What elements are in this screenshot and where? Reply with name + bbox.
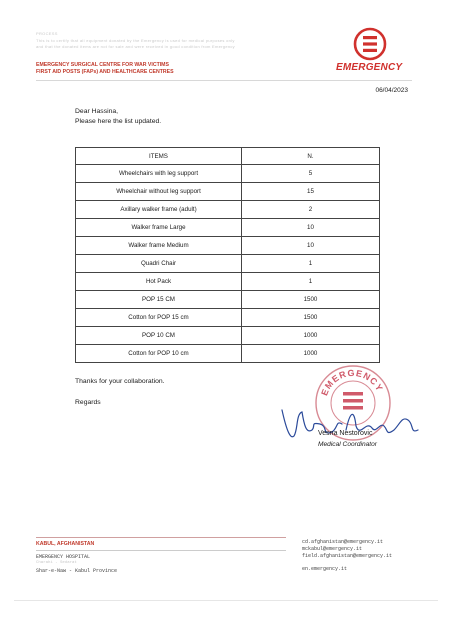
signatory-name: Vesna Nestorovic <box>318 430 373 437</box>
item-quantity-cell: 1 <box>242 255 380 273</box>
table-row <box>76 237 380 255</box>
signatory-role: Medical Coordinator <box>318 441 378 448</box>
table-row <box>76 183 380 201</box>
item-name-cell: Hot Pack <box>76 273 242 291</box>
org-line-2: FIRST AID POSTS (FAPs) AND HEALTHCARE CENTRES <box>36 69 174 75</box>
table-header-row <box>76 148 380 165</box>
table-row <box>76 345 380 363</box>
intro-text: Please here the list updated. <box>75 118 162 125</box>
faint-header-line: and that the donated items are not for sale and were received in good condition from Emergency <box>36 44 235 49</box>
table-row <box>76 255 380 273</box>
item-name-cell: Axillary walker frame (adult) <box>76 201 242 219</box>
item-quantity-cell: 1000 <box>242 327 380 345</box>
thanks-text: Thanks for your collaboration. <box>75 378 165 385</box>
org-line-1: EMERGENCY SURGICAL CENTRE FOR WAR VICTIMS <box>36 62 169 68</box>
item-name-cell: POP 10 CM <box>76 327 242 345</box>
item-quantity-cell: 1500 <box>242 291 380 309</box>
table-row <box>76 273 380 291</box>
item-quantity-cell: 15 <box>242 183 380 201</box>
salutation: Dear Hassina, <box>75 108 119 115</box>
faint-header-line: PROCESS <box>36 31 58 36</box>
item-quantity-cell: 10 <box>242 219 380 237</box>
footer-website[interactable]: en.emergency.it <box>302 566 348 572</box>
item-quantity-cell: 5 <box>242 165 380 183</box>
header-divider <box>36 80 412 81</box>
item-name-cell: Cotton for POP 10 cm <box>76 345 242 363</box>
table-row <box>76 165 380 183</box>
footer-faint-line: Charahi - Sedarat <box>36 561 77 565</box>
logo-wordmark: EMERGENCY <box>336 62 403 73</box>
greeting <box>75 107 161 127</box>
table-row <box>76 201 380 219</box>
footer-email[interactable]: cd.afghanistan@emergency.it <box>302 539 384 545</box>
item-name-cell: Walker frame Medium <box>76 237 242 255</box>
column-header-items: ITEMS <box>76 148 242 165</box>
item-name-cell: Wheelchair without leg support <box>76 183 242 201</box>
column-header-n: N. <box>242 148 380 165</box>
faint-header-line: This is to certify that all equipment donated by the Emergency is used for medical purposes only <box>36 38 235 43</box>
items-table <box>75 147 380 363</box>
item-quantity-cell: 1500 <box>242 309 380 327</box>
footer-hospital: EMERGENCY HOSPITAL <box>36 554 91 560</box>
item-name-cell: Wheelchairs with leg support <box>76 165 242 183</box>
svg-text:EMERGENCY: EMERGENCY <box>319 367 386 397</box>
table-row <box>76 327 380 345</box>
footer-email[interactable]: mckabul@emergency.it <box>302 546 363 552</box>
table-body <box>76 165 380 363</box>
footer-divider <box>36 537 286 538</box>
item-quantity-cell: 10 <box>242 237 380 255</box>
organization-heading <box>36 62 174 76</box>
footer-divider <box>36 550 286 551</box>
table-row <box>76 291 380 309</box>
item-quantity-cell: 1 <box>242 273 380 291</box>
item-name-cell: POP 15 CM <box>76 291 242 309</box>
item-name-cell: Walker frame Large <box>76 219 242 237</box>
item-name-cell: Cotton for POP 15 cm <box>76 309 242 327</box>
regards-text: Regards <box>75 399 101 406</box>
footer-email[interactable]: field.afghanistan@emergency.it <box>302 553 393 559</box>
table-row <box>76 309 380 327</box>
footer-city: KABUL, AFGHANISTAN <box>36 541 95 547</box>
footer-address: Shar-e-Naw - Kabul Province <box>36 568 118 574</box>
item-quantity-cell: 1000 <box>242 345 380 363</box>
item-quantity-cell: 2 <box>242 201 380 219</box>
page-bottom-rule <box>14 600 438 601</box>
item-name-cell: Quadri Chair <box>76 255 242 273</box>
letter-date: 06/04/2023 <box>375 87 408 94</box>
table-row <box>76 219 380 237</box>
